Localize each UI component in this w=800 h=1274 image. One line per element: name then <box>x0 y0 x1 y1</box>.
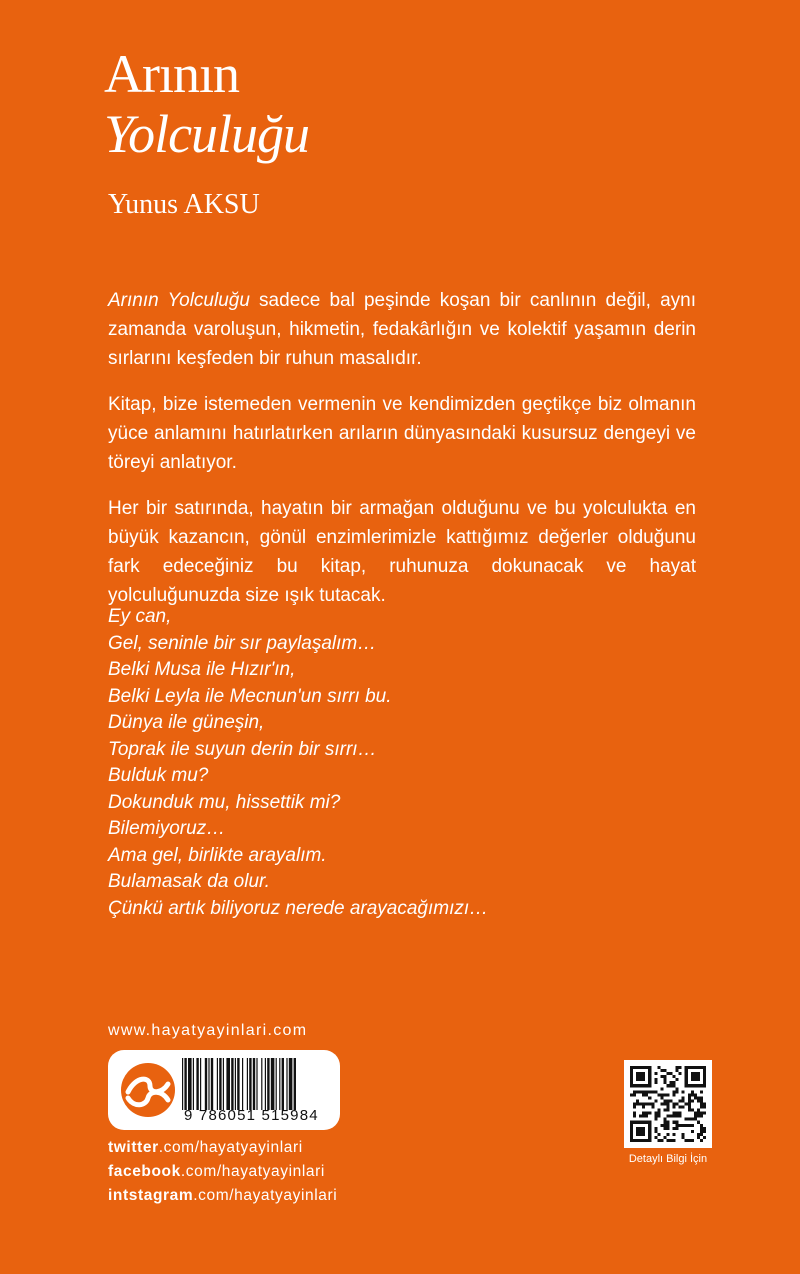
qr-module <box>642 1115 645 1118</box>
qr-module <box>648 1090 651 1093</box>
qr-module <box>679 1112 682 1115</box>
qr-module <box>685 1066 688 1087</box>
blurb-paragraph-3: Her bir satırında, hayatın bir armağan olduğunu ve bu yolculukta en büyük kazancın, gönül enzimlerimizle kattığımız değerler olduğunu fark edeceğiniz bu kitap, ruhunuza dokunacak ve hayat yolculuğunuzda size ışık tutacak. <box>108 498 696 606</box>
qr-module <box>682 1106 685 1109</box>
qr-module <box>636 1072 645 1081</box>
book-title-line-1: Arının <box>104 44 239 104</box>
blurb-book-title: Arının Yolculuğu <box>108 290 250 311</box>
qr-module <box>642 1090 645 1093</box>
blurb-paragraph-1-text: sadece bal peşinde koşan bir canlının değil, aynı zamanda varoluşun, hikmetin, fedakârlığın ve kolektif yaşamın derin sırlarını keşfeden bir ruhun masalıdır. <box>108 290 696 369</box>
qr-module <box>673 1075 676 1078</box>
qr-module <box>670 1072 673 1075</box>
qr-module <box>666 1106 669 1109</box>
qr-module <box>651 1102 654 1105</box>
qr-module <box>657 1109 660 1112</box>
qr-module <box>657 1133 660 1136</box>
qr-module <box>670 1139 673 1142</box>
qr-module <box>639 1102 642 1105</box>
qr-module <box>636 1090 639 1093</box>
qr-module <box>694 1112 697 1115</box>
qr-module <box>691 1090 694 1093</box>
qr-module <box>676 1090 679 1093</box>
qr-module <box>676 1115 679 1118</box>
qr-module <box>642 1093 645 1096</box>
qr-module <box>676 1112 679 1115</box>
qr-module <box>700 1112 703 1115</box>
twitter-path: .com/hayatyayinlari <box>158 1139 303 1156</box>
qr-module <box>688 1139 691 1142</box>
qr-module <box>666 1121 669 1124</box>
qr-module <box>685 1084 706 1087</box>
qr-module <box>670 1115 673 1118</box>
barcode-bar <box>249 1058 251 1110</box>
qr-module <box>676 1124 679 1127</box>
qr-module <box>703 1136 706 1139</box>
barcode-bar <box>226 1058 230 1110</box>
author-name: Yunus AKSU <box>108 189 260 220</box>
qr-module <box>682 1133 685 1136</box>
qr-module <box>660 1139 663 1142</box>
barcode-bar <box>208 1058 209 1110</box>
qr-module <box>660 1102 663 1105</box>
qr-module <box>676 1087 679 1090</box>
qr-caption: Detaylı Bilgi İçin <box>628 1153 708 1165</box>
qr-module <box>679 1072 682 1075</box>
qr-module <box>673 1127 676 1130</box>
barcode-bar <box>237 1058 239 1110</box>
qr-module <box>691 1093 694 1096</box>
qr-module <box>648 1102 651 1105</box>
barcode-bar <box>267 1058 269 1110</box>
qr-module <box>663 1093 666 1096</box>
barcode-bar <box>294 1058 296 1110</box>
qr-module <box>691 1130 694 1133</box>
instagram-label: intstagram <box>108 1187 194 1204</box>
barcode-bar <box>223 1058 224 1110</box>
qr-module <box>691 1072 700 1081</box>
qr-module <box>697 1099 700 1102</box>
qr-module <box>694 1096 697 1099</box>
qr-module <box>633 1115 636 1118</box>
qr-module <box>648 1121 651 1142</box>
qr-module <box>679 1115 682 1118</box>
barcode-bar <box>265 1058 266 1110</box>
qr-module <box>666 1102 669 1105</box>
qr-module <box>645 1115 648 1118</box>
poem-line: Dünya ile güneşin, <box>108 712 265 733</box>
qr-module <box>666 1124 669 1127</box>
qr-module <box>630 1066 651 1069</box>
qr-module <box>648 1112 651 1115</box>
qr-module <box>700 1106 703 1109</box>
qr-module <box>676 1127 679 1130</box>
qr-module <box>645 1093 648 1096</box>
qr-module <box>654 1115 657 1118</box>
qr-module <box>654 1099 657 1102</box>
qr-module <box>654 1090 657 1093</box>
qr-module <box>700 1096 703 1099</box>
barcode-bar <box>253 1058 255 1110</box>
qr-module <box>654 1127 657 1130</box>
qr-module <box>673 1115 676 1118</box>
qr-module <box>666 1093 669 1096</box>
qr-module <box>703 1102 706 1105</box>
barcode-bar <box>276 1058 277 1110</box>
blurb-paragraph-2: Kitap, bize istemeden vermenin ve kendimizden geçtikçe biz olmanın yüce anlamını hatırlatırken arıların dünyasındaki kusursuz dengeyi ve töreyi anlatıyor. <box>108 394 696 473</box>
qr-module <box>697 1096 700 1099</box>
qr-module <box>697 1112 700 1115</box>
qr-module <box>685 1066 706 1069</box>
qr-module <box>691 1109 694 1112</box>
qr-module <box>688 1124 691 1127</box>
qr-code[interactable] <box>624 1060 712 1148</box>
qr-module <box>636 1099 639 1102</box>
barcode-bar <box>286 1058 287 1110</box>
qr-module <box>645 1102 648 1105</box>
qr-module <box>700 1124 703 1127</box>
barcode-bar <box>184 1058 186 1110</box>
qr-code-icon <box>630 1066 706 1142</box>
qr-module <box>636 1127 645 1136</box>
poem-line: Toprak ile suyun derin bir sırrı… <box>108 738 377 760</box>
qr-module <box>673 1090 676 1093</box>
qr-module <box>657 1115 660 1118</box>
qr-module <box>663 1136 666 1139</box>
qr-module <box>657 1066 660 1069</box>
qr-module <box>645 1112 648 1115</box>
qr-module <box>700 1115 703 1118</box>
qr-module <box>654 1118 657 1121</box>
qr-module <box>663 1099 666 1102</box>
qr-module <box>633 1106 636 1109</box>
qr-module <box>673 1121 676 1124</box>
social-links <box>108 1136 337 1208</box>
qr-module <box>663 1127 666 1130</box>
qr-module <box>660 1096 663 1099</box>
barcode-bar <box>217 1058 218 1110</box>
qr-module <box>700 1130 703 1133</box>
twitter-link[interactable] <box>108 1136 337 1160</box>
qr-module <box>673 1133 676 1136</box>
barcode-bar <box>188 1058 192 1110</box>
qr-module <box>660 1124 663 1127</box>
qr-module <box>639 1115 642 1118</box>
qr-module <box>685 1102 688 1105</box>
poem-line: Gel, seninle bir sır paylaşalım… <box>108 632 377 654</box>
qr-module <box>685 1118 688 1121</box>
qr-module <box>688 1102 691 1105</box>
poem-line: Çünkü artık biliyoruz nerede arayacağımızı… <box>108 897 489 919</box>
barcode-bar <box>247 1058 248 1110</box>
publisher-logo-icon <box>120 1062 176 1118</box>
qr-module <box>700 1090 703 1093</box>
qr-module <box>697 1115 700 1118</box>
barcode-bar <box>256 1058 257 1110</box>
qr-module <box>630 1139 651 1142</box>
blurb-paragraph-1 <box>108 286 696 373</box>
qr-module <box>666 1127 669 1130</box>
qr-module <box>676 1078 679 1081</box>
poem-line: Belki Leyla ile Mecnun'un sırrı bu. <box>108 685 392 707</box>
qr-module <box>651 1106 654 1109</box>
qr-module <box>670 1099 673 1102</box>
qr-module <box>666 1084 669 1087</box>
isbn-barcode <box>182 1058 332 1110</box>
qr-module <box>663 1118 666 1121</box>
poem-line: Bulduk mu? <box>108 765 209 786</box>
qr-module <box>703 1112 706 1115</box>
qr-module <box>700 1102 703 1105</box>
barcode-bar <box>200 1058 201 1110</box>
qr-module <box>694 1118 697 1121</box>
qr-module <box>673 1081 676 1084</box>
barcode-bar <box>289 1058 293 1110</box>
barcode-bar <box>231 1058 233 1110</box>
qr-module <box>630 1084 651 1087</box>
qr-module <box>630 1066 633 1087</box>
poem-line: Belki Musa ile Hızır'ın, <box>108 659 296 680</box>
qr-module <box>697 1133 700 1136</box>
poem-line: Ama gel, birlikte arayalım. <box>108 844 327 866</box>
qr-module <box>666 1115 669 1118</box>
qr-module <box>700 1099 703 1102</box>
qr-module <box>657 1139 660 1142</box>
qr-module <box>648 1096 651 1099</box>
qr-module <box>642 1112 645 1115</box>
qr-module <box>660 1075 663 1078</box>
qr-module <box>703 1106 706 1109</box>
qr-module <box>630 1093 633 1096</box>
qr-module <box>670 1084 673 1087</box>
qr-module <box>703 1130 706 1133</box>
qr-module <box>691 1118 694 1121</box>
qr-module <box>642 1102 645 1105</box>
qr-module <box>700 1139 703 1142</box>
qr-module <box>663 1102 666 1105</box>
qr-module <box>694 1093 697 1096</box>
qr-module <box>688 1093 691 1096</box>
qr-module <box>657 1093 660 1096</box>
qr-module <box>660 1093 663 1096</box>
qr-module <box>666 1139 669 1142</box>
qr-module <box>688 1109 691 1112</box>
qr-module <box>676 1102 679 1105</box>
instagram-path: .com/hayatyayinlari <box>193 1187 338 1204</box>
qr-module <box>679 1124 682 1127</box>
qr-module <box>703 1066 706 1087</box>
qr-module <box>673 1084 676 1087</box>
qr-module <box>663 1121 666 1124</box>
book-title-line-2: Yolculuğu <box>104 104 310 164</box>
qr-module <box>648 1066 651 1087</box>
qr-module <box>663 1075 666 1078</box>
qr-module <box>673 1093 676 1096</box>
qr-module <box>666 1072 669 1075</box>
qr-module <box>697 1109 700 1112</box>
qr-module <box>685 1124 688 1127</box>
barcode-bar <box>282 1058 284 1110</box>
qr-module <box>691 1139 694 1142</box>
qr-module <box>660 1087 663 1090</box>
twitter-label: twitter <box>108 1139 159 1156</box>
qr-module <box>663 1109 666 1112</box>
isbn-number: 9 786051 515984 <box>184 1107 319 1124</box>
poem-line: Ey can, <box>108 606 172 627</box>
poem-line: Bulamasak da olur. <box>108 871 270 892</box>
qr-module <box>645 1090 648 1093</box>
poem-line: Dokunduk mu, hissettik mi? <box>108 791 341 813</box>
qr-module <box>688 1099 691 1102</box>
qr-module <box>673 1139 676 1142</box>
blurb <box>108 286 696 627</box>
qr-module <box>654 1078 657 1081</box>
qr-module <box>663 1124 666 1127</box>
qr-module <box>676 1066 679 1069</box>
qr-module <box>682 1090 685 1093</box>
qr-module <box>673 1106 676 1109</box>
barcode-bar <box>196 1058 198 1110</box>
qr-module <box>654 1072 657 1075</box>
qr-module <box>633 1102 636 1105</box>
qr-module <box>691 1124 694 1127</box>
instagram-link[interactable] <box>108 1184 337 1208</box>
qr-module <box>651 1090 654 1093</box>
qr-module <box>663 1078 666 1081</box>
qr-module <box>670 1081 673 1084</box>
qr-module <box>654 1136 657 1139</box>
qr-module <box>682 1136 685 1139</box>
barcode-bar <box>193 1058 194 1110</box>
qr-module <box>682 1124 685 1127</box>
barcode-bar <box>261 1058 262 1110</box>
qr-module <box>679 1066 682 1069</box>
qr-module <box>688 1106 691 1109</box>
qr-module <box>673 1112 676 1115</box>
publisher-website: www.hayatyayinlari.com <box>108 1022 308 1039</box>
barcode-bar <box>205 1058 207 1110</box>
qr-module <box>673 1102 676 1105</box>
qr-module <box>633 1112 636 1115</box>
qr-module <box>663 1081 666 1084</box>
poem-line: Bilemiyoruz… <box>108 818 226 839</box>
qr-module <box>666 1099 669 1102</box>
barcode-bar <box>235 1058 236 1110</box>
qr-module <box>639 1090 642 1093</box>
qr-module <box>703 1127 706 1130</box>
isbn-panel <box>108 1050 340 1130</box>
qr-module <box>688 1118 691 1121</box>
qr-module <box>676 1121 679 1124</box>
qr-module <box>679 1099 682 1102</box>
qr-module <box>666 1133 669 1136</box>
barcode-bar <box>182 1058 183 1110</box>
qr-module <box>633 1093 636 1096</box>
poem <box>108 604 488 922</box>
facebook-label: facebook <box>108 1163 181 1180</box>
qr-module <box>697 1121 700 1124</box>
qr-module <box>685 1139 688 1142</box>
facebook-link[interactable] <box>108 1160 337 1184</box>
qr-module <box>666 1109 669 1112</box>
qr-module <box>660 1069 663 1072</box>
facebook-path: .com/hayatyayinlari <box>180 1163 325 1180</box>
qr-module <box>682 1096 685 1099</box>
qr-module <box>654 1112 657 1115</box>
qr-module <box>654 1130 657 1133</box>
qr-module <box>636 1102 639 1105</box>
qr-module <box>694 1115 697 1118</box>
qr-module <box>657 1112 660 1115</box>
barcode-bar <box>271 1058 275 1110</box>
qr-module <box>676 1069 679 1072</box>
barcode-bar <box>242 1058 243 1110</box>
barcode-bar <box>219 1058 221 1110</box>
qr-module <box>700 1127 703 1130</box>
qr-module <box>630 1121 633 1142</box>
qr-module <box>679 1106 682 1109</box>
qr-module <box>700 1133 703 1136</box>
barcode-bar <box>279 1058 280 1110</box>
qr-module <box>633 1090 636 1093</box>
qr-module <box>642 1106 645 1109</box>
qr-module <box>654 1081 657 1084</box>
qr-module <box>688 1096 691 1099</box>
qr-module <box>691 1099 694 1102</box>
barcode-bar <box>211 1058 213 1110</box>
qr-module <box>630 1121 651 1124</box>
qr-module <box>663 1069 666 1072</box>
qr-module <box>697 1136 700 1139</box>
qr-module <box>682 1099 685 1102</box>
